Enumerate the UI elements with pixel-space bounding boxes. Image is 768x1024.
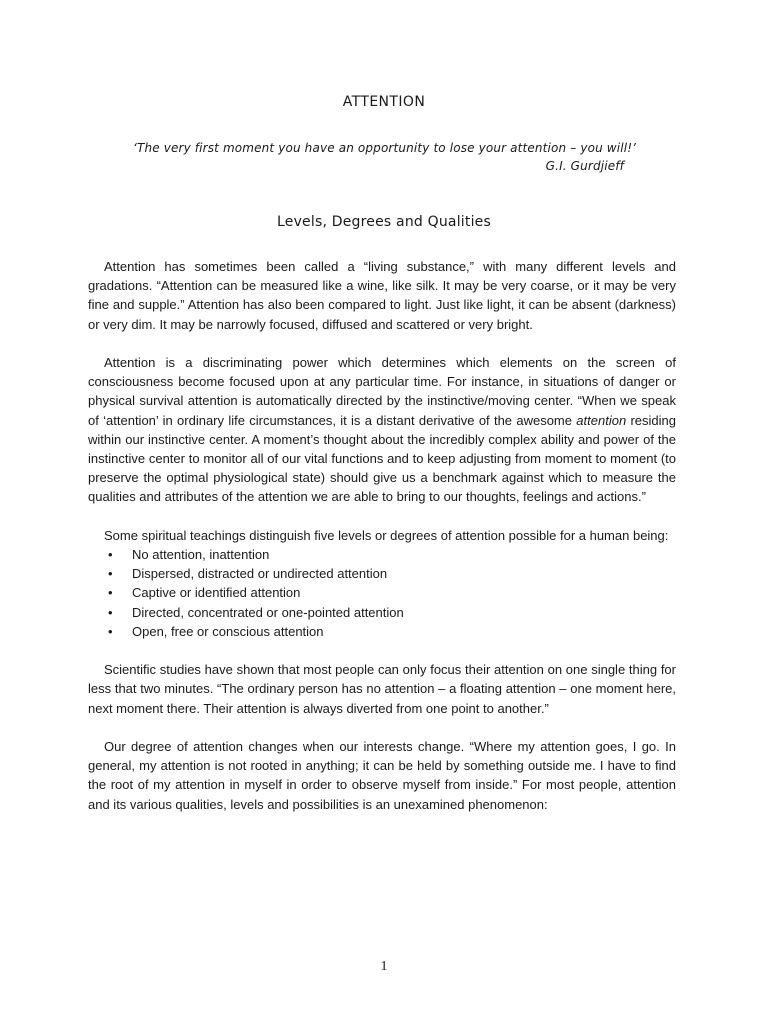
list-item-text: Open, free or conscious attention: [132, 623, 324, 639]
paragraph-5: Our degree of attention changes when our interests change. “Where my attention goes, I go. In general, my attention is not rooted in anything; it can be held by something outside me. I have to find the root of my attention in myself in order to observe myself from inside.” For most people, attention and its various qualities, levels and possibilities is an unexamined phenomenon:: [88, 739, 676, 812]
epigraph: [133, 139, 637, 175]
paragraph-2-text-a: Attention is a discriminating power which determines which elements on the screen of consciousness become focused upon at any particular time. For instance, in situations of danger or physical survival attention is automatically directed by the instinctive/moving center. “When we speak of ‘attention’ in ordinary life circumstances, it is a distant derivative of the awesome: [88, 355, 676, 428]
paragraph-1: Attention has sometimes been called a “living substance,” with many different levels and gradations. “Attention can be measured like a wine, like silk. It may be very coarse, or it may be very fine and supple.” Attention has also been compared to light. Just like light, it can be absent (darkness) or very dim. It may be narrowly focused, diffused and scattered or very bright.: [88, 259, 676, 332]
bullet-icon: •: [108, 604, 113, 620]
page-title: ATTENTION: [342, 94, 426, 110]
bullet-icon: •: [108, 623, 113, 639]
epigraph-text: ‘The very first moment you have an opportunity to lose your attention – you will!’: [133, 141, 637, 155]
list-item: [88, 622, 676, 641]
body-text: [88, 257, 676, 833]
list-item-text: Directed, concentrated or one-pointed attention: [132, 604, 404, 620]
paragraph-2-emphasis: attention: [576, 412, 627, 428]
list-item-text: No attention, inattention: [132, 547, 270, 563]
epigraph-attribution: G.I. Gurdjieff: [545, 159, 624, 173]
list-item-text: Captive or identified attention: [132, 585, 301, 601]
list-item: [88, 603, 676, 622]
list-item: [88, 545, 676, 564]
bullet-icon: •: [108, 547, 113, 563]
list-item: [88, 564, 676, 583]
paragraph-2-text-b: residing within our instinctive center. A moment’s thought about the incredibly complex ability and power of the instinctive center to monitor all of our vital functions and to keep adjusting from moment to moment (to preserve the optimal physiological state) should give us a benchmark against which to measure the qualities and attributes of the attention we are able to bring to our thoughts, feelings and actions.”: [88, 412, 677, 505]
section-heading: Levels, Degrees and Qualities: [277, 214, 491, 230]
paragraph-4: Scientific studies have shown that most people can only focus their attention on one single thing for less that two minutes. “The ordinary person has no attention – a floating attention – one moment here, next moment there. Their attention is always diverted from one point to another.”: [88, 662, 676, 716]
levels-list: [88, 545, 676, 641]
paragraph-3: Some spiritual teachings distinguish five levels or degrees of attention possible for a human being:: [104, 527, 669, 543]
paragraph-2: [88, 353, 676, 507]
page-number: 1: [380, 959, 388, 974]
list-item-text: Dispersed, distracted or undirected attention: [132, 566, 388, 582]
bullet-icon: •: [108, 585, 113, 601]
list-item: [88, 583, 676, 602]
bullet-icon: •: [108, 566, 113, 582]
